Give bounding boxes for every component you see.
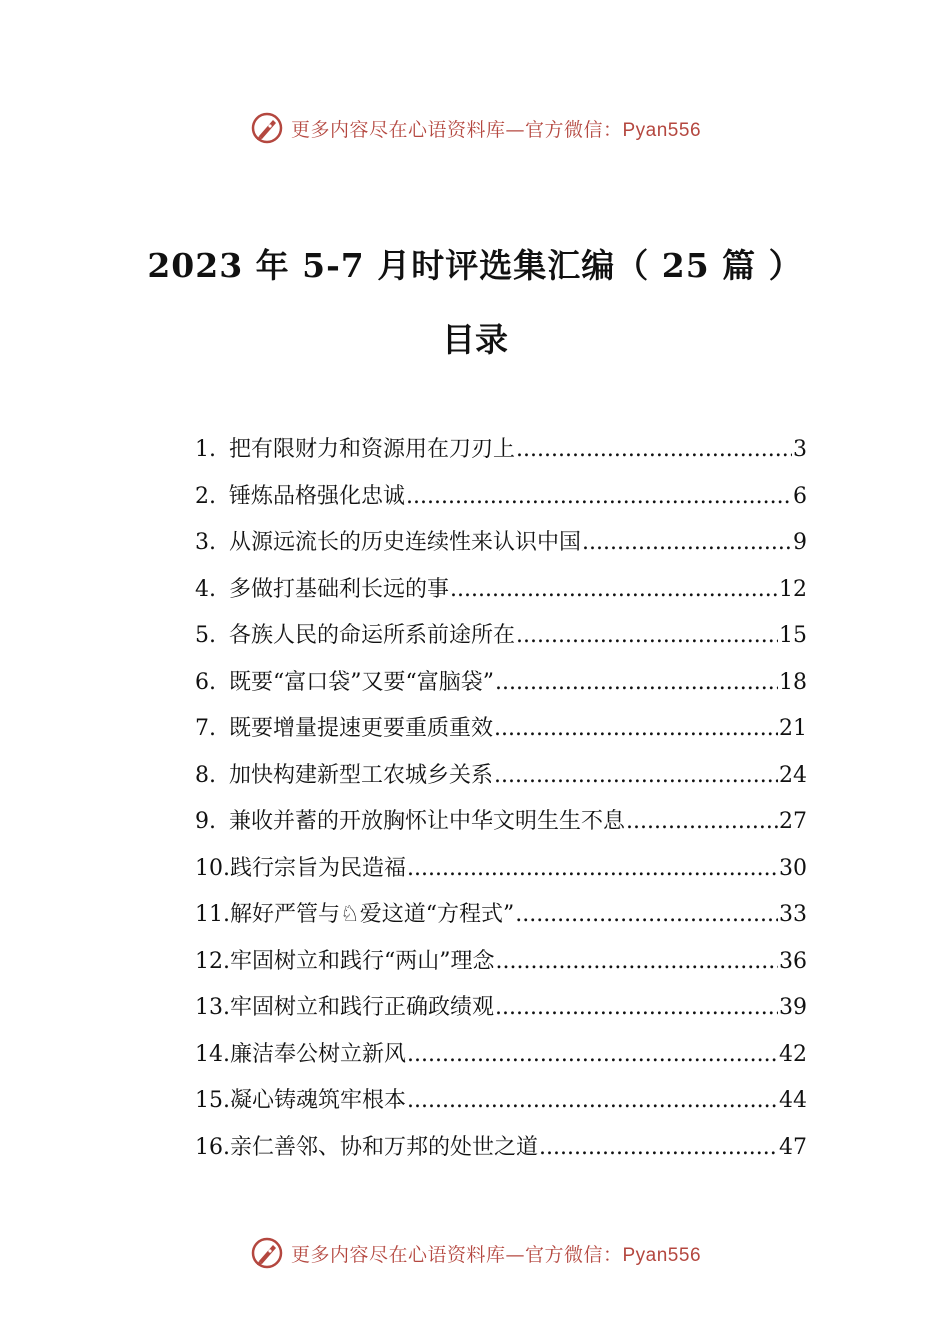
pen-nib-icon [249, 1235, 285, 1271]
toc-entry[interactable] [195, 802, 807, 849]
toc-entry-title: 多做打基础利长远的事 [229, 576, 450, 602]
toc-entry[interactable] [195, 756, 807, 803]
toc-entry-page: 44 [779, 1088, 807, 1113]
footer-watermark [0, 1233, 950, 1273]
toc-heading: 目录 [442, 320, 508, 359]
toc-entry-page: 9 [793, 530, 807, 555]
toc-entry-title: 从源远流长的历史连续性来认识中国 [229, 530, 582, 555]
toc-entry[interactable] [195, 570, 807, 617]
toc-dot-leader [582, 523, 792, 563]
toc-entry[interactable] [195, 523, 807, 570]
document-title: 2023 年 5-7 月时评选集汇编（ 25 篇 ） [147, 246, 803, 285]
toc-entry-page: 42 [779, 1041, 807, 1067]
toc-entry-page: 39 [779, 995, 807, 1020]
toc-dot-leader [495, 663, 778, 703]
toc-dot-leader [407, 1081, 778, 1121]
toc-entry-number: 11. [195, 902, 230, 927]
toc-entry[interactable] [195, 895, 807, 942]
toc-dot-leader [406, 477, 792, 517]
toc-dot-leader [494, 709, 778, 749]
toc-entry[interactable] [195, 1035, 807, 1082]
toc-entry-page: 18 [779, 669, 807, 695]
toc-entry-title: 亲仁善邻、协和万邦的处世之道 [230, 1134, 539, 1160]
toc-entry-number: 9. [195, 809, 216, 834]
toc-entry-number: 7. [195, 716, 216, 741]
toc-entry-title: 凝心铸魂筑牢根本 [230, 1088, 407, 1113]
toc-entry-title: 加快构建新型工农城乡关系 [229, 762, 494, 788]
toc-entry[interactable] [195, 709, 807, 756]
toc-entry-title: 锤炼品格强化忠诚 [229, 483, 406, 509]
toc-entry-number: 2. [195, 483, 216, 509]
toc-entry-title: 践行宗旨为民造福 [230, 855, 407, 881]
toc-entry-title: 牢固树立和践行正确政绩观 [230, 995, 495, 1020]
toc-entry-page: 30 [779, 855, 807, 881]
toc-dot-leader [407, 1035, 778, 1075]
toc-dot-leader [515, 895, 778, 935]
toc-entry-title: 既要“富口袋”又要“富脑袋” [229, 669, 494, 695]
toc-entry[interactable] [195, 942, 807, 989]
toc-dot-leader [516, 616, 778, 656]
toc-dot-leader [494, 756, 778, 796]
toc-entry[interactable] [195, 849, 807, 896]
toc-entry-number: 3. [195, 530, 216, 555]
toc-entry-page: 15 [779, 623, 807, 648]
watermark-handle: Pyan556 [622, 119, 702, 141]
toc-entry-number: 10. [195, 855, 230, 881]
toc-dot-leader [626, 802, 778, 842]
toc-entry-page: 33 [779, 902, 807, 927]
watermark-handle: Pyan556 [622, 1244, 702, 1266]
toc-entry-number: 15. [195, 1088, 230, 1113]
toc-entry-page: 3 [793, 437, 807, 462]
toc-entry-page: 47 [779, 1134, 807, 1160]
toc-entry-number: 4. [195, 576, 216, 602]
toc-dot-leader [539, 1128, 778, 1168]
toc-entry-title: 解好严管与♘爱这道“方程式” [230, 902, 515, 927]
toc-entry-page: 24 [779, 762, 807, 788]
header-watermark [0, 108, 950, 148]
toc-entry-title: 兼收并蓄的开放胸怀让中华文明生生不息 [229, 809, 626, 834]
table-of-contents [195, 430, 807, 1174]
toc-entry[interactable] [195, 430, 807, 477]
toc-entry[interactable] [195, 1081, 807, 1128]
toc-entry-number: 8. [195, 762, 216, 788]
toc-dot-leader [495, 988, 778, 1028]
toc-entry[interactable] [195, 663, 807, 710]
toc-entry-number: 16. [195, 1134, 230, 1160]
toc-entry-title: 牢固树立和践行“两山”理念 [230, 948, 495, 974]
toc-dot-leader [450, 570, 778, 610]
pen-nib-icon [249, 110, 285, 146]
toc-entry-title: 把有限财力和资源用在刀刃上 [229, 437, 516, 462]
toc-entry-number: 5. [195, 623, 216, 648]
toc-entry-number: 13. [195, 995, 230, 1020]
toc-entry-number: 12. [195, 948, 230, 974]
toc-entry[interactable] [195, 477, 807, 524]
toc-entry-page: 21 [779, 716, 807, 741]
toc-entry-page: 36 [779, 948, 807, 974]
toc-entry-page: 27 [779, 809, 807, 834]
toc-entry-title: 各族人民的命运所系前途所在 [229, 623, 516, 648]
toc-entry-number: 1. [195, 437, 216, 462]
toc-dot-leader [496, 942, 779, 982]
toc-dot-leader [516, 430, 792, 470]
watermark-text: 更多内容尽在心语资料库—官方微信：Pyan556 [290, 1243, 702, 1266]
toc-dot-leader [407, 849, 778, 889]
toc-entry-number: 6. [195, 669, 216, 695]
toc-entry[interactable] [195, 616, 807, 663]
toc-entry-number: 14. [195, 1041, 230, 1067]
toc-entry-page: 12 [779, 576, 807, 602]
toc-entry[interactable] [195, 1128, 807, 1175]
toc-entry-title: 廉洁奉公树立新风 [230, 1041, 407, 1067]
toc-entry[interactable] [195, 988, 807, 1035]
toc-entry-page: 6 [793, 483, 807, 509]
watermark-text: 更多内容尽在心语资料库—官方微信：Pyan556 [290, 118, 702, 141]
toc-entry-title: 既要增量提速更要重质重效 [229, 716, 494, 741]
